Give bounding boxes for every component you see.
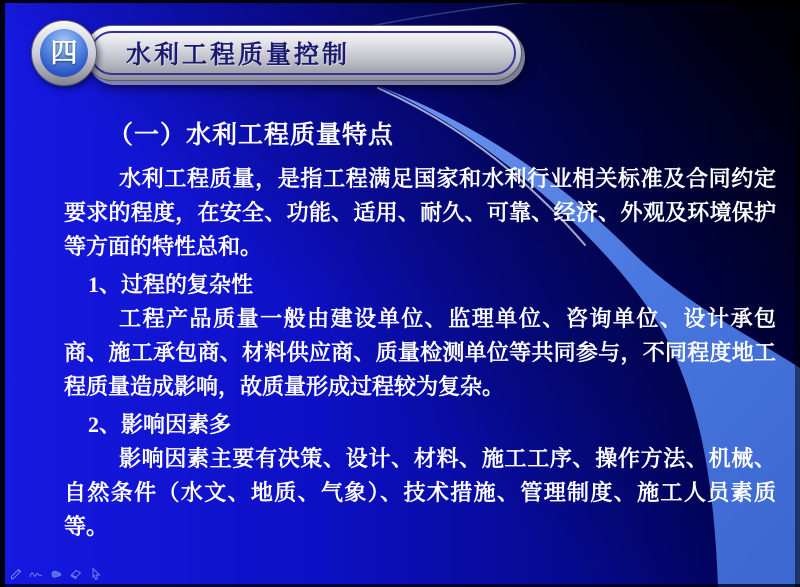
item-1-body: 工程产品质量一般由建设单位、监理单位、咨询单位、设计承包商、施工承包商、材料供应商、质量检测单位等共同参与，不同程度地工程质量造成影响，故质量形成过程较为复杂。 <box>64 306 776 399</box>
slide-content <box>64 116 776 544</box>
scribble-icon[interactable] <box>28 566 43 581</box>
eraser-icon[interactable] <box>68 566 83 581</box>
header-banner <box>84 25 522 81</box>
intro-paragraph: 水利工程质量，是指工程满足国家和水利行业相关标准及合同约定要求的程度，在安全、功能、适用、耐久、可靠、经济、外观及环境保护等方面的特性总和。 <box>64 166 776 259</box>
chapter-badge-sphere <box>40 29 88 77</box>
item-2-body: 影响因素主要有决策、设计、材料、施工工序、操作方法、机械、自然条件（水文、地质、气象）、技术措施、管理制度、施工人员素质等。 <box>64 446 776 539</box>
section-heading: （一）水利工程质量特点 <box>108 122 395 149</box>
item-1-label: 1、过程的复杂性 <box>88 272 254 297</box>
cursor-icon[interactable] <box>88 566 103 581</box>
chapter-badge-number: 四 <box>50 37 78 68</box>
pen-icon[interactable] <box>8 566 23 581</box>
banner-title: 水利工程质量控制 <box>126 41 351 69</box>
item-2-label: 2、影响因素多 <box>88 412 232 437</box>
annotation-toolbar <box>8 566 103 581</box>
banner-inner-outline <box>90 31 516 75</box>
chapter-badge <box>31 20 97 86</box>
hand-icon[interactable] <box>48 566 63 581</box>
